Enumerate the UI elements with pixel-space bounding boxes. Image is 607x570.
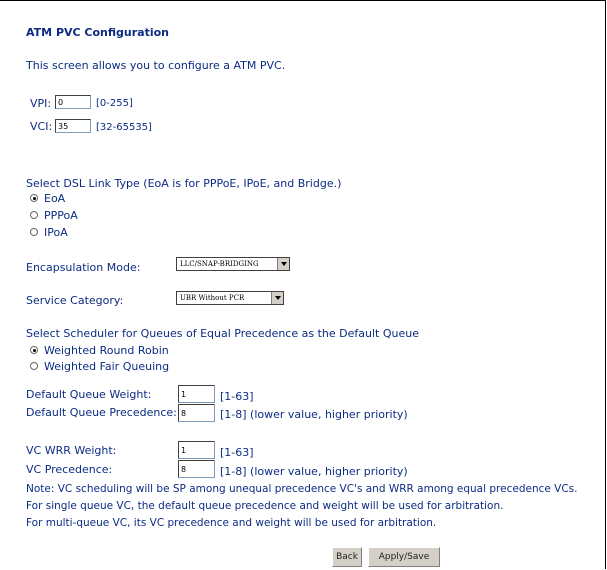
ipoa-radio[interactable]: [30, 228, 38, 236]
chevron-down-icon: [277, 258, 289, 270]
vc-precedence-range: [1-8] (lower value, higher priority): [220, 465, 408, 478]
wrr-radio[interactable]: [30, 346, 38, 354]
vpi-label: VPI:: [30, 97, 52, 110]
service-category-selected: UBR Without PCR: [180, 294, 245, 302]
pppoa-radio[interactable]: [30, 211, 38, 219]
vc-wrr-weight-range: [1-63]: [220, 446, 254, 459]
encapsulation-selected: LLC/SNAP-BRIDGING: [180, 260, 259, 268]
service-category-label: Service Category:: [26, 294, 124, 307]
default-queue-precedence-label: Default Queue Precedence:: [26, 406, 177, 419]
default-queue-precedence-input[interactable]: [178, 404, 215, 422]
page-title: ATM PVC Configuration: [26, 26, 169, 39]
vci-input[interactable]: [55, 119, 91, 133]
vc-precedence-input[interactable]: [178, 460, 215, 478]
back-button[interactable]: Back: [332, 547, 362, 567]
vpi-input[interactable]: [55, 95, 91, 109]
dsl-link-heading: Select DSL Link Type (EoA is for PPPoE, IPoE, and Bridge.): [26, 177, 342, 190]
note-line-2: For single queue VC, the default queue precedence and weight will be used for arbitration.: [26, 500, 504, 512]
vc-wrr-weight-input[interactable]: [178, 441, 215, 459]
encapsulation-label: Encapsulation Mode:: [26, 261, 141, 274]
page-description: This screen allows you to configure a ATM PVC.: [26, 59, 286, 72]
wrr-label: Weighted Round Robin: [44, 344, 169, 357]
chevron-down-icon: [271, 292, 283, 304]
eoa-label: EoA: [44, 192, 66, 205]
scheduler-heading: Select Scheduler for Queues of Equal Precedence as the Default Queue: [26, 327, 419, 340]
pppoa-label: PPPoA: [44, 209, 78, 222]
default-queue-weight-range: [1-63]: [220, 390, 254, 403]
default-queue-weight-label: Default Queue Weight:: [26, 388, 152, 401]
default-queue-precedence-range: [1-8] (lower value, higher priority): [220, 408, 408, 421]
ipoa-label: IPoA: [44, 226, 68, 239]
eoa-radio[interactable]: [30, 194, 38, 202]
vpi-range: [0-255]: [96, 98, 133, 109]
default-queue-weight-input[interactable]: [178, 385, 215, 403]
vci-range: [32-65535]: [96, 122, 152, 133]
vc-wrr-weight-label: VC WRR Weight:: [26, 444, 117, 457]
apply-save-button[interactable]: Apply/Save: [368, 547, 440, 567]
encapsulation-select[interactable]: [176, 257, 290, 271]
wfq-radio[interactable]: [30, 362, 38, 370]
wfq-label: Weighted Fair Queuing: [44, 360, 170, 373]
vci-label: VCI:: [30, 120, 53, 133]
vc-precedence-label: VC Precedence:: [26, 463, 113, 476]
note-line-1: Note: VC scheduling will be SP among unequal precedence VC's and WRR among equal precedence VCs.: [26, 483, 578, 495]
service-category-select[interactable]: [176, 291, 284, 305]
note-line-3: For multi-queue VC, its VC precedence and weight will be used for arbitration.: [26, 517, 437, 529]
